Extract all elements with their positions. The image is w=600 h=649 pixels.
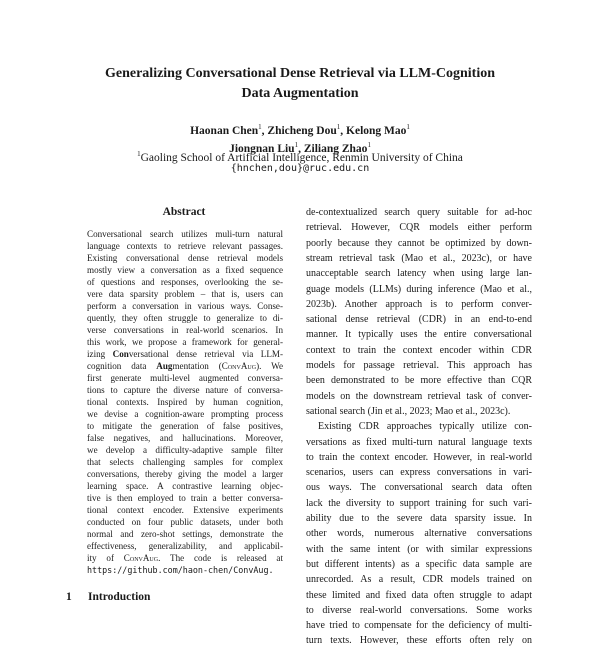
authors-line-2: Jiongnan Liu$^1$, Ziliang Zhao$^1$ (229, 140, 371, 155)
abstract-line: tions to capture the diverse nature of conversa- (87, 385, 283, 395)
body-line: these limited and fixed data often struggle to adapt (306, 589, 532, 601)
body-line: sational dense retrieval (CDR) in an end-to-end (306, 314, 532, 326)
code-url-link[interactable]: https://github.com/haon-chen/ConvAug. (87, 565, 274, 575)
abstract-line: tional contexts. Inspired by human cognition, (87, 397, 283, 407)
body-line: to diverse real-world conversations. Some works (306, 604, 532, 616)
body-line: guage models (LLMs) during inference (Mao et al., (306, 283, 532, 295)
body-line: unacceptable search latency when using large lan- (306, 268, 532, 280)
abstract-line: conversations, thereby giving the model a larger (87, 469, 283, 479)
body-line: models on the downstream retrieval task of conver- (306, 390, 532, 402)
body-line: retrieval. However, CQR models either perform (306, 222, 532, 234)
abstract-text: cognition data (87, 361, 157, 371)
abstract-emphasis: Con (112, 349, 129, 359)
author-affiliation-mark: 1 (406, 123, 410, 131)
section-heading-introduction (66, 590, 150, 604)
abstract-line: false negatives, and hallucinations. Moreover, (87, 433, 283, 443)
body-line: manner. It typically uses the entire conversational (306, 329, 532, 341)
affiliation-text: Gaoling School of Artificial Intelligence, Renmin University of China (140, 151, 463, 164)
abstract-line: language contexts to retrieve relevant passages. (87, 241, 283, 251)
author-email: {hnchen,dou}@ruc.edu.cn (230, 163, 370, 174)
section-title: Introduction (88, 591, 151, 603)
body-line: sational search (Jin et al., 2023; Mao et al., 2023c). (306, 405, 511, 417)
method-name: ConvAug (123, 553, 159, 563)
abstract-line: conducted on four public datasets, under both (87, 517, 283, 527)
author-name: Ziliang Zhao (303, 142, 368, 155)
body-line: lack the diversity to support training for such vari- (306, 497, 532, 509)
abstract-line: first generate multi-level augmented conversa- (87, 373, 283, 383)
abstract-line: verse conversations in real-world scenarios. In (87, 325, 283, 335)
abstract-emphasis: Aug (156, 361, 173, 371)
author-affiliation-mark: 1 (336, 123, 341, 131)
abstract-line: normal and zero-shot settings, demonstrate the (87, 529, 283, 539)
body-line: been demonstrated to be more effective than CQR (306, 375, 532, 387)
body-line: 2023b). Another approach is to perform conver- (306, 298, 532, 310)
abstract-line: Conversational search utilizes muli-turn natural (87, 229, 283, 239)
abstract-line: Existing conversational dense retrieval models (87, 253, 283, 263)
body-line: with the same intent (or with similar expressions (306, 543, 532, 555)
body-line: Existing CDR approaches typically utilize con- (318, 421, 532, 433)
abstract-line: vere data sparsity problem – that is, users can (87, 289, 283, 299)
body-line: but different intents) as a specific data sample are (306, 558, 532, 570)
abstract-line: we devise a cognition-aware prompting process (87, 409, 283, 419)
abstract-line: mostly view a conversation as a fixed sequence (87, 265, 283, 275)
author-name: Jiongnan Liu (229, 142, 295, 155)
abstract-line (87, 360, 283, 372)
author-name: Zhicheng Dou (267, 124, 337, 137)
body-line: versations as fixed multi-turn natural language texts (306, 436, 532, 448)
section-number: 1 (66, 591, 72, 603)
abstract-text: mentation ( (172, 361, 222, 371)
abstract-line: effectiveness, generalizability, and applicabil- (87, 541, 283, 551)
abstract-line: that selects challenging samples for complex (87, 457, 283, 467)
title-line-2: Data Augmentation (241, 86, 359, 101)
author-name: Kelong Mao (346, 124, 407, 137)
author-name: Haonan Chen (190, 124, 259, 137)
author-affiliation-mark: 1 (294, 140, 299, 149)
body-line: ous ways. The conversational search data often (306, 482, 532, 494)
abstract-text: ). We (256, 361, 284, 371)
abstract-text: izing (87, 349, 113, 359)
title-line-1: Generalizing Conversational Dense Retrieval via LLM-Cognition (104, 66, 496, 81)
abstract-text: versational dense retrieval via LLM- (128, 349, 283, 359)
abstract-line: tive is then employed to train a better conversa- (87, 493, 283, 503)
body-line: scenarios, users can express conversations in vari- (306, 467, 532, 479)
affiliation-mark: 1 (137, 150, 141, 158)
abstract-line: to mitigate the generation of false positives, (87, 421, 283, 431)
abstract-line: this work, we propose a framework for general- (87, 337, 283, 347)
abstract-text: . The code is released at (158, 553, 283, 563)
abstract-line (87, 348, 283, 360)
body-line: unrecorded. As a result, CDR models trained on (306, 574, 532, 586)
abstract-line: of questions and responses, overlooking the se- (87, 277, 283, 287)
abstract-line: perform a conversation in various ways. Conse- (87, 301, 283, 311)
body-line: other words, numerous alternative conversations (306, 528, 532, 540)
abstract-text: ity of (87, 553, 124, 563)
body-line: stream retrieval task (Mao et al., 2023c), or have (306, 252, 532, 264)
body-line: poorly because they cannot be optimized by down- (306, 237, 532, 249)
body-line: models for passage retrieval. This approach has (306, 360, 532, 371)
abstract-line: we develop a difficulty-adaptive sample filter (87, 445, 283, 455)
body-line: de-contextualized search query suitable for ad-hoc (306, 207, 532, 218)
author-affiliation-mark: 1 (367, 140, 371, 149)
paper-title (60, 64, 540, 104)
method-name: ConvAug (221, 361, 257, 371)
body-line: context to train the context encoder within CDR (306, 344, 532, 356)
abstract-heading: Abstract (162, 206, 206, 218)
author-affiliation-mark: 1 (258, 123, 262, 131)
abstract-line (87, 552, 283, 564)
abstract-line: quently, they often struggle to generalize to di- (87, 313, 283, 323)
body-line: to train the context encoder. However, in real-world (306, 451, 532, 463)
abstract-line: tional context encoder. Extensive experiments (87, 505, 283, 515)
body-line: turn texts. However, these efforts often rely on (306, 635, 532, 647)
authors-line-1: Haonan Chen$^1$, Zhicheng Dou$^1$, Kelong Mao$^1$ (190, 123, 410, 137)
abstract-line: learning space. A contrastive learning objec- (87, 481, 283, 491)
body-line: ability due to the severe data sparsity issue. In (306, 513, 532, 524)
body-line: have tried to compensate for the deficiency of multi- (306, 620, 532, 632)
